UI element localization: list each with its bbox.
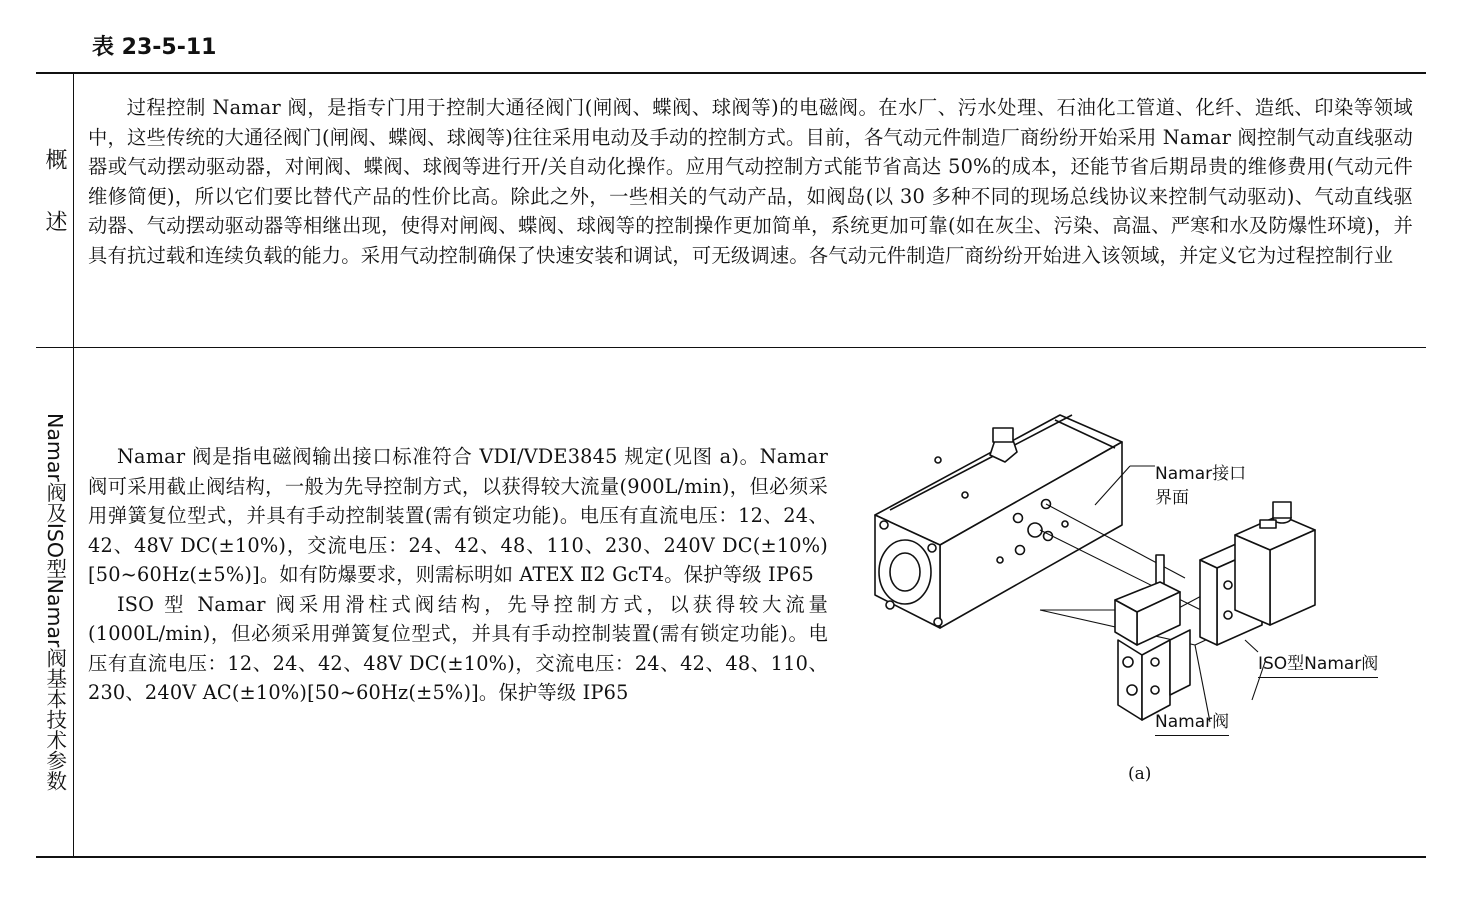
row-divider [36,347,1426,348]
namar-valve-figure [850,400,1410,800]
namar-valve-drawing [1115,555,1190,720]
tech-params-text [88,442,828,708]
table-top-rule [36,72,1426,74]
callout-namar-interface-line1: Namar接口 [1155,464,1247,484]
table-title: 表 23-5-11 [92,35,217,60]
row-label-tech-params [36,348,73,856]
callout-iso-namar-valve: ISO型Namar阀 [1258,652,1378,678]
iso-namar-valve-drawing [1200,502,1315,645]
callout-namar-interface [1155,462,1246,510]
row-label-tech-params-text: Namar阀及ISO型Namar阀基本技术参数 [42,413,67,791]
table-bottom-rule [36,856,1426,858]
callout-namar-valve: Namar阀 [1155,710,1229,736]
namar-valve-paragraph: Namar 阀是指电磁阀输出接口标准符合 VDI/VDE3845 规定(见图 a)。Namar 阀可采用截止阀结构，一般为先导控制方式，以获得较大流量(900L/min)，但必须采用弹簧复位型式，并具有手动控制装置(需有锁定功能)。电压有直流电压：12、24、42、48V DC(±10%)，交流电压：24、42、48、110、230、240V DC(±10%)[50~60Hz(±5%)]。如有防爆要求，则需标明如 ATEX Ⅱ2 GcT4。保护等级 IP65 [88,445,828,586]
row-label-overview: 概述 [42,147,67,272]
figure-caption: (a) [1128,764,1152,784]
overview-text: 过程控制 Namar 阀，是指专门用于控制大通径阀门(闸阀、蝶阀、球阀等)的电磁阀。在水厂、污水处理、石油化工管道、化纤、造纸、印染等领域中，这些传统的大通径阀门(闸阀、蝶阀、球阀等)往往采用电动及手动的控制方式。目前，各气动元件制造厂商纷纷开始采用 Namar 阀控制气动直线驱动器或气动摆动驱动器，对闸阀、蝶阀、球阀等进行开/关自动化操作。应用气动控制方式能节省高达 50%的成本，还能节省后期昂贵的维修费用(气动元件维修简便)，所以它们要比替代产品的性价比高。除此之外，一些相关的气动产品，如阀岛(以 30 多种不同的现场总线协议来控制气动驱动)、气动直线驱动器、气动摆动驱动器等相继出现，使得对闸阀、蝶阀、球阀等的控制操作更加简单，系统更加可靠(如在灰尘、污染、高温、严寒和水及防爆性环境)，并具有抗过载和连续负载的能力。采用气动控制确保了快速安装和调试，可无级调速。各气动元件制造厂商纷纷开始进入该领域，并定义它为过程控制行业 [88,96,1413,267]
label-column-divider [73,73,74,857]
iso-namar-valve-paragraph: ISO 型 Namar 阀采用滑柱式阀结构，先导控制方式，以获得较大流量(1000L/min)，但必须采用弹簧复位型式，并具有手动控制装置(需有锁定功能)。电压有直流电压：12、24、42、48V DC(±10%)，交流电压：24、42、48、110、230、240V AC(±10%)[50~60Hz(±5%)]。保护等级 IP65 [88,592,828,704]
pneumatic-actuator-drawing [875,415,1122,628]
callout-namar-interface-line2: 界面 [1155,488,1189,508]
